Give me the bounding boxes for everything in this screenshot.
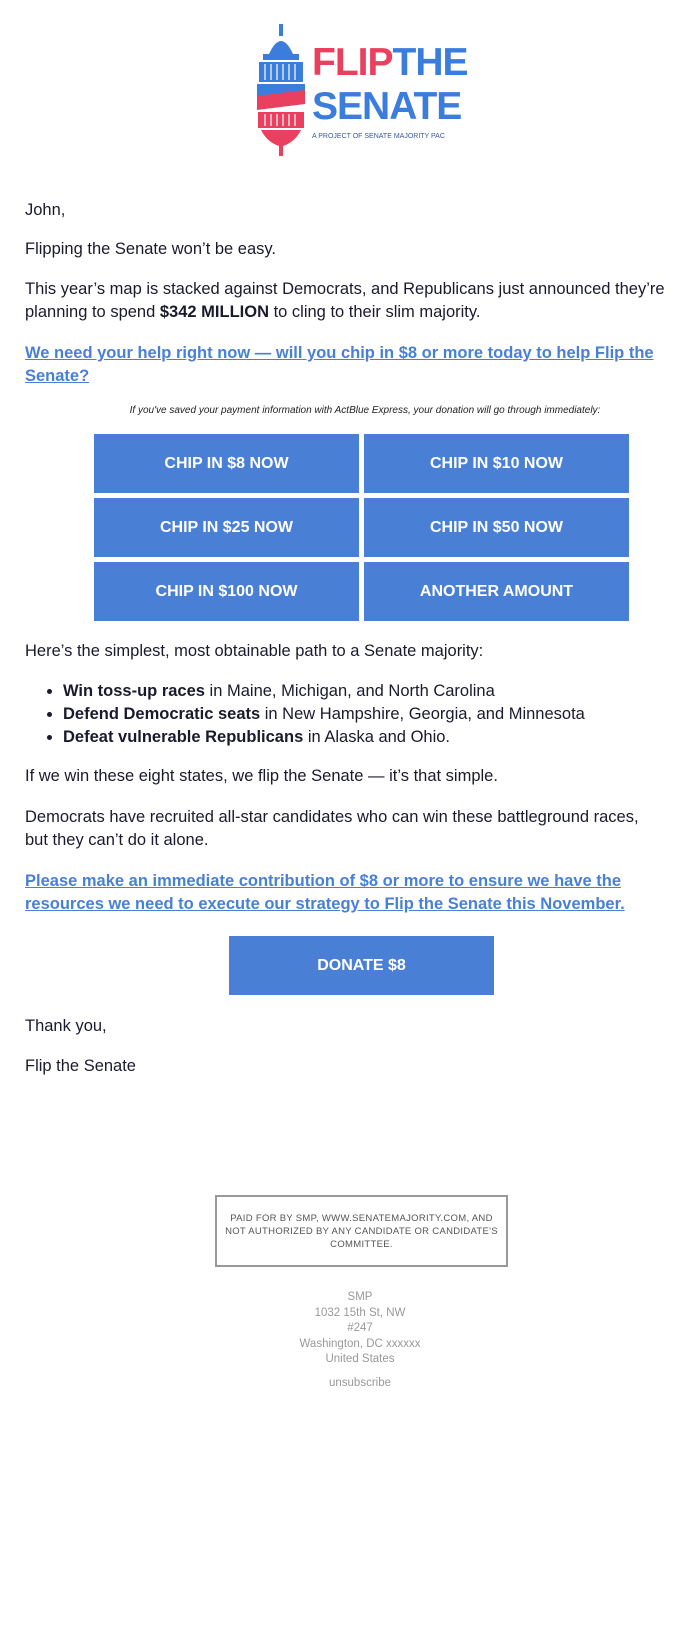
list-item [63, 680, 585, 703]
chip-in-10-button[interactable]: CHIP IN $10 NOW [364, 434, 629, 493]
flip-the-senate-logo [255, 24, 475, 156]
logo-the: THE [392, 41, 468, 84]
contribution-link-line-2 [25, 893, 625, 916]
donate-link-1a [25, 342, 654, 365]
logo-flip: FLIP [312, 41, 393, 84]
list-item [63, 726, 585, 749]
paid-for-disclaimer [215, 1195, 508, 1267]
signature: Flip the Senate [25, 1057, 136, 1075]
list-item [63, 703, 585, 726]
contribution-link-line-1 [25, 870, 621, 893]
logo-tagline: A PROJECT OF SENATE MAJORITY PAC [312, 133, 445, 140]
disclaimer-text: PAID FOR BY SMP, WWW.SENATEMAJORITY.COM, AND NOT AUTHORIZED BY ANY CANDIDATE OR CANDIDATE'S COMMITTEE. [225, 1212, 498, 1250]
paragraph-5a: Democrats have recruited all-star candidates who can win these battleground races, [25, 808, 639, 826]
item-text: in Maine, Michigan, and North Carolina [204, 682, 495, 700]
chip-in-50-button[interactable]: CHIP IN $50 NOW [364, 498, 629, 557]
donate-link-1b [25, 365, 89, 388]
paragraph-5b: but they can’t do it alone. [25, 831, 209, 849]
chip-in-25-button[interactable]: CHIP IN $25 NOW [94, 498, 359, 557]
donate-8-button[interactable]: DONATE $8 [229, 936, 494, 995]
logo-senate: SENATE [312, 85, 462, 128]
donate-link[interactable]: Senate? [25, 367, 90, 385]
item-bold: Win toss-up races [63, 682, 205, 700]
paragraph-2b [25, 301, 481, 324]
paragraph-2a: This year’s map is stacked against Democrats, and Republicans just announced they’re [25, 280, 665, 298]
address-line: SMP [347, 1291, 373, 1303]
item-bold: Defend Democratic seats [63, 705, 261, 723]
thanks: Thank you, [25, 1017, 107, 1035]
another-amount-button[interactable]: ANOTHER AMOUNT [364, 562, 629, 621]
paragraph-4: If we win these eight states, we flip the Senate — it’s that simple. [25, 767, 498, 785]
chip-in-100-button[interactable]: CHIP IN $100 NOW [94, 562, 359, 621]
paragraph-3: Here’s the simplest, most obtainable path to a Senate majority: [25, 642, 484, 660]
logo-title-line1 [312, 42, 468, 84]
greeting: John, [25, 201, 66, 219]
item-bold: Defeat vulnerable Republicans [63, 728, 304, 746]
actblue-express-note: If you've saved your payment information with ActBlue Express, your donation will go through immediately: [129, 405, 601, 416]
address-line: 1032 15th St, NW [314, 1306, 406, 1319]
item-text: in Alaska and Ohio. [303, 728, 451, 746]
text: to cling to their slim majority. [269, 303, 481, 321]
address-line: #247 [347, 1322, 373, 1334]
item-text: in New Hampshire, Georgia, and Minnesota [260, 705, 585, 723]
text: planning to spend [25, 303, 160, 321]
capitol-dome-icon [255, 24, 307, 156]
address-line: United States [325, 1353, 395, 1365]
unsubscribe-link[interactable]: unsubscribe [328, 1377, 391, 1389]
strategy-list [25, 680, 585, 749]
paragraph-1: Flipping the Senate won’t be easy. [25, 240, 277, 258]
amount-bold: $342 MILLION [159, 303, 269, 321]
mailing-address [250, 1290, 470, 1368]
contribution-link[interactable]: Please make an immediate contribution of $8 or more to ensure we have the [25, 872, 622, 890]
address-line: Washington, DC xxxxxx [299, 1337, 421, 1350]
contribution-link[interactable]: resources we need to execute our strategy to Flip the Senate this November. [25, 895, 625, 913]
donate-link[interactable]: We need your help right now — will you chip in $8 or more today to help Flip the [25, 344, 654, 362]
chip-in-8-button[interactable]: CHIP IN $8 NOW [94, 434, 359, 493]
